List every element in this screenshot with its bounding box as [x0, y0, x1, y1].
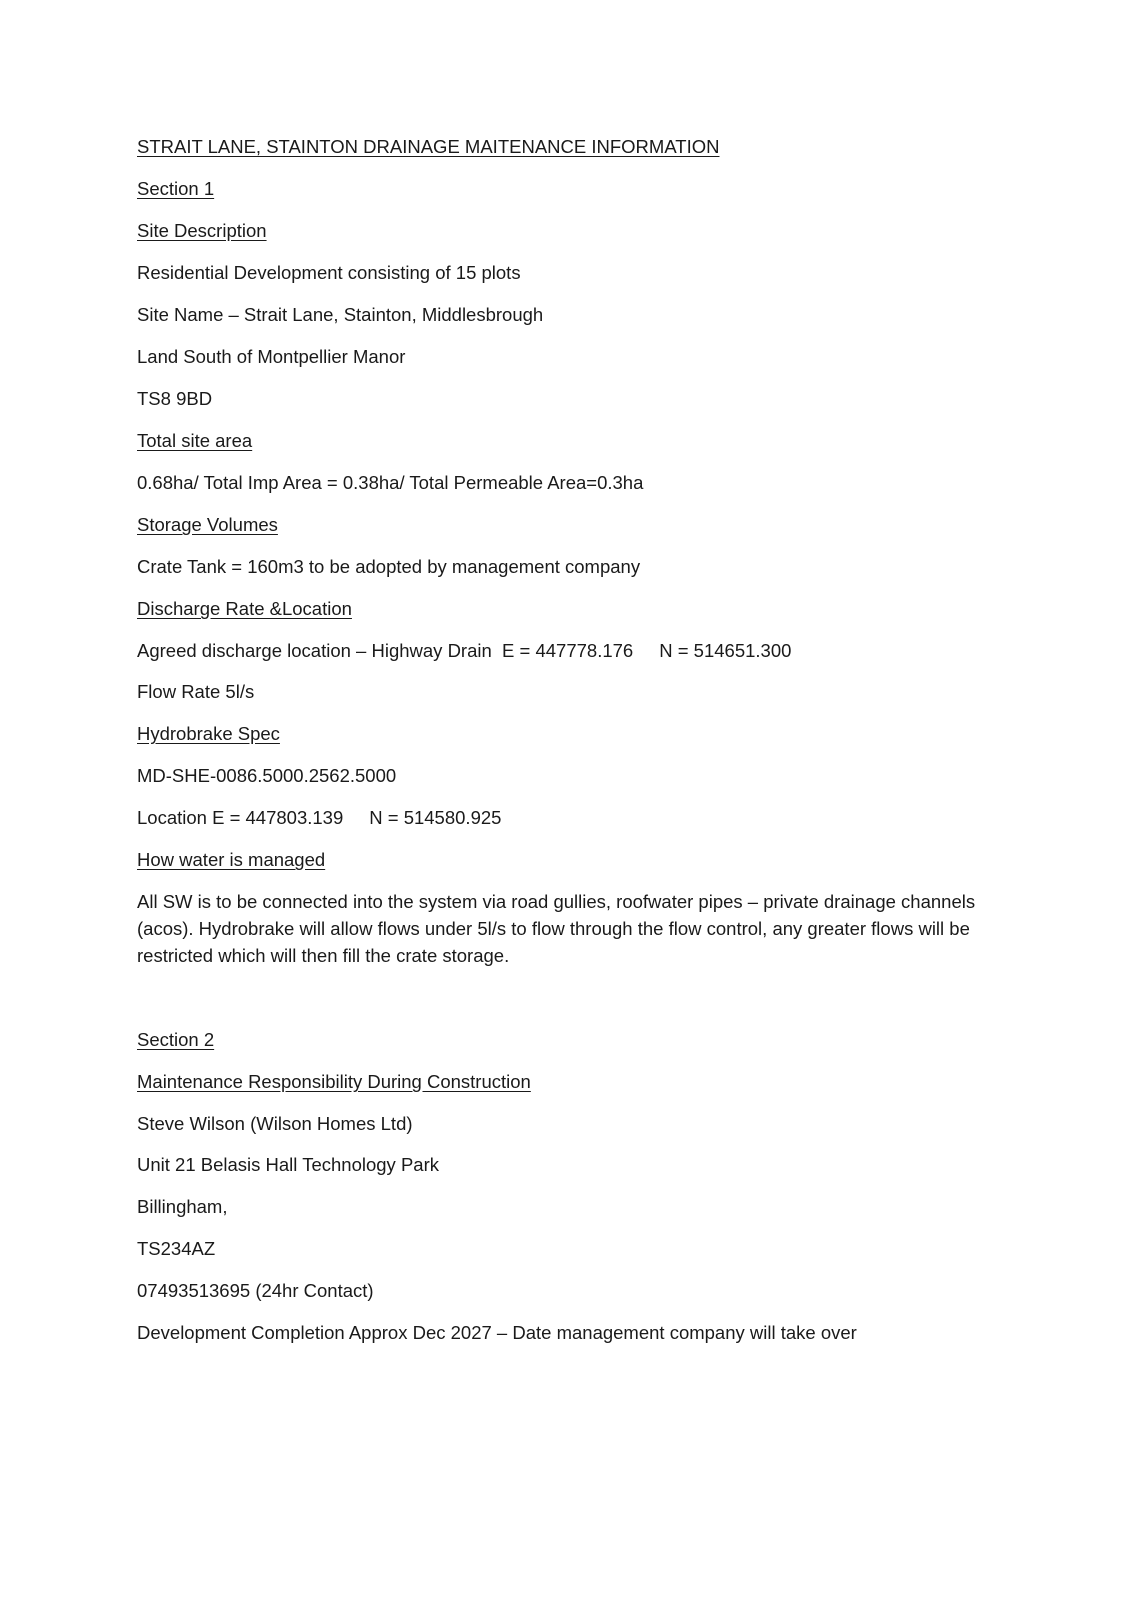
hydrobrake-location-east: Location E = 447803.139: [137, 807, 344, 828]
flow-rate-line: Flow Rate 5l/s: [137, 681, 255, 702]
total-site-area-value: 0.68ha/ Total Imp Area = 0.38ha/ Total Permeable Area=0.3ha: [137, 472, 644, 493]
hydrobrake-spec: MD-SHE-0086.5000.2562.5000: [137, 765, 397, 786]
site-name-line: Site Name – Strait Lane, Stainton, Middlesbrough: [137, 304, 544, 325]
site-location-line: Land South of Montpellier Manor: [137, 346, 406, 367]
contact-name: Steve Wilson (Wilson Homes Ltd): [137, 1113, 413, 1134]
maintenance-responsibility-heading: Maintenance Responsibility During Construction: [137, 1071, 531, 1092]
storage-volumes-value: Crate Tank = 160m3 to be adopted by management company: [137, 556, 641, 577]
contact-postcode: TS234AZ: [137, 1238, 216, 1259]
site-description-line: Residential Development consisting of 15 plots: [137, 262, 521, 283]
discharge-location-north: N = 514651.300: [659, 640, 792, 661]
storage-volumes-heading: Storage Volumes: [137, 514, 278, 535]
discharge-heading: Discharge Rate &Location: [137, 598, 352, 619]
hydrobrake-heading: Hydrobrake Spec: [137, 723, 280, 744]
discharge-location-line: [137, 640, 791, 662]
document-title: STRAIT LANE, STAINTON DRAINAGE MAITENANCE INFORMATION: [137, 136, 720, 157]
section-1-heading: Section 1: [137, 178, 215, 199]
section-2-heading: Section 2: [137, 1029, 215, 1050]
discharge-location-east: Agreed discharge location – Highway Drain E = 447778.176: [137, 640, 634, 661]
completion-date-line: Development Completion Approx Dec 2027 – Date management company will take over: [137, 1322, 857, 1343]
site-postcode-line: TS8 9BD: [137, 388, 213, 409]
contact-phone: 07493513695 (24hr Contact): [137, 1280, 374, 1301]
contact-address-line-1: Unit 21 Belasis Hall Technology Park: [137, 1154, 439, 1175]
contact-address-town: Billingham,: [137, 1196, 228, 1217]
hydrobrake-location-line: [137, 807, 501, 829]
total-site-area-heading: Total site area: [137, 430, 253, 451]
hydrobrake-location-north: N = 514580.925: [369, 807, 502, 828]
water-management-heading: How water is managed: [137, 849, 326, 870]
site-description-heading: Site Description: [137, 220, 267, 241]
water-management-paragraph: All SW is to be connected into the system via road gullies, roofwater pipes – private drainage channels (acos). Hydrobrake will allow flows under 5l/s to flow through the flow control, any greater flows will be restricted which will then fill the crate storage.: [137, 891, 976, 966]
